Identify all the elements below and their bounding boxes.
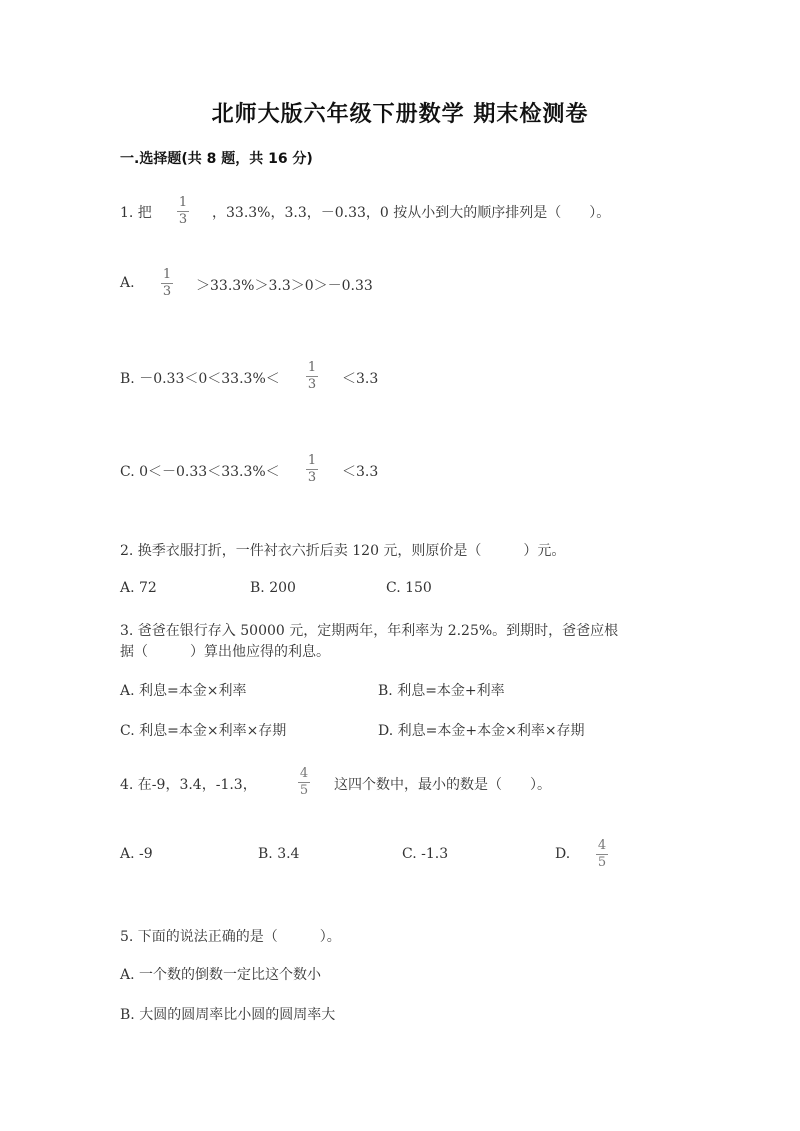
- q5-option-a: A. 一个数的倒数一定比这个数小: [120, 967, 322, 983]
- fraction-numerator: 1: [178, 195, 188, 210]
- q4-option-d: D.: [555, 846, 571, 862]
- q4-option-c: C. -1.3: [402, 846, 449, 862]
- q1-option-c-end: ＜3.3: [342, 464, 379, 480]
- fraction-denominator: 3: [307, 377, 317, 392]
- q3-option-d: D. 利息=本金+本金×利率×存期: [378, 723, 585, 739]
- fraction-numerator: 1: [162, 267, 172, 282]
- q1-option-c-fraction: [303, 454, 321, 485]
- section-heading: 一.选择题(共 8 题，共 16 分): [120, 151, 313, 167]
- q2-option-b: B. 200: [250, 580, 296, 596]
- fraction-denominator: 3: [162, 284, 172, 299]
- fraction-denominator: 3: [178, 212, 188, 227]
- q5-option-b: B. 大圆的圆周率比小圆的圆周率大: [120, 1007, 336, 1023]
- q3-line2: 据（ ）算出他应得的利息。: [120, 644, 330, 660]
- q1-option-a-label: A.: [120, 275, 135, 291]
- fraction-numerator: 4: [597, 838, 607, 853]
- q1-option-b-text: B. －0.33＜0＜33.3%＜: [120, 371, 280, 387]
- q1-prefix: 1. 把: [120, 205, 152, 221]
- fraction-numerator: 1: [307, 453, 317, 468]
- q1-option-a-fraction: [158, 268, 176, 299]
- q2-option-c: C. 150: [386, 580, 432, 596]
- fraction-denominator: 5: [597, 855, 607, 870]
- q4-option-d-fraction: [593, 839, 611, 870]
- fraction-denominator: 3: [307, 470, 317, 485]
- fraction-numerator: 4: [299, 766, 309, 781]
- q3-option-a: A. 利息=本金×利率: [120, 683, 247, 699]
- q1-option-b-fraction: [303, 361, 321, 392]
- fraction-denominator: 5: [299, 783, 309, 798]
- q4-prefix: 4. 在-9，3.4，-1.3，: [120, 777, 257, 793]
- q1-suffix: ，33.3%，3.3，－0.33，0 按从小到大的顺序排列是（ ）。: [212, 205, 611, 221]
- q5-text: 5. 下面的说法正确的是（ ）。: [120, 929, 341, 945]
- q1-option-c-text: C. 0＜－0.33＜33.3%＜: [120, 464, 280, 480]
- q2-option-a: A. 72: [120, 580, 157, 596]
- q1-option-b-end: ＜3.3: [342, 371, 379, 387]
- q3-line1: 3. 爸爸在银行存入 50000 元，定期两年，年利率为 2.25%。到期时，爸爸应根: [120, 623, 619, 639]
- q3-option-b: B. 利息=本金+利率: [378, 683, 505, 699]
- q1-fraction: [174, 196, 192, 227]
- page-title: 北师大版六年级下册数学 期末检测卷: [211, 102, 589, 127]
- q2-text: 2. 换季衣服打折，一件衬衣六折后卖 120 元，则原价是（ ）元。: [120, 543, 566, 559]
- fraction-numerator: 1: [307, 360, 317, 375]
- q1-option-a-text: ＞33.3%＞3.3＞0＞－0.33: [196, 278, 373, 294]
- q4-option-a: A. -9: [120, 846, 153, 862]
- q4-fraction: [295, 767, 313, 798]
- q3-option-c: C. 利息=本金×利率×存期: [120, 723, 287, 739]
- q4-option-b: B. 3.4: [258, 846, 300, 862]
- q4-suffix: 这四个数中，最小的数是（ ）。: [334, 777, 551, 793]
